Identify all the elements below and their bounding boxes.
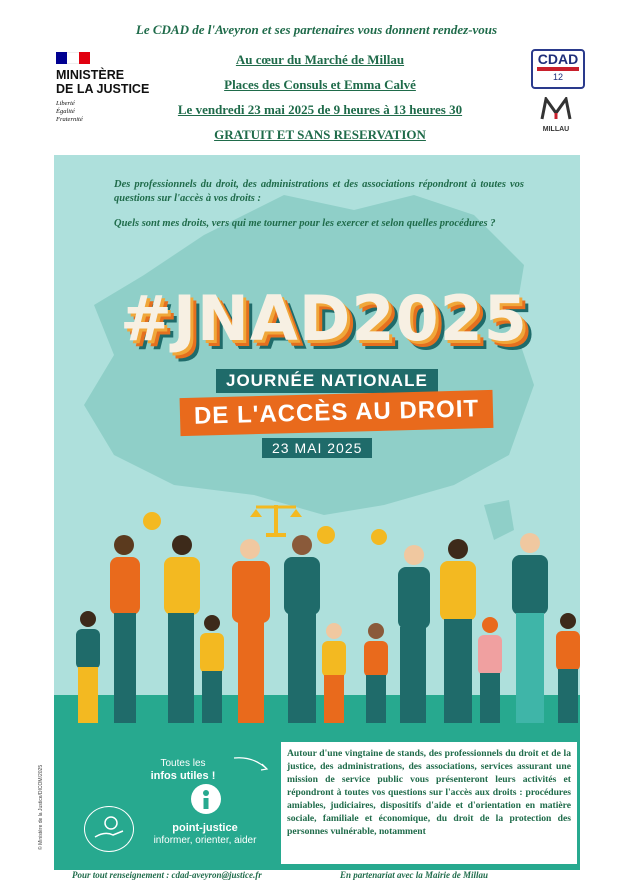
event-datetime: Le vendredi 23 mai 2025 de 9 heures à 13 heures 30 xyxy=(177,102,463,117)
speech-bubble-icon xyxy=(371,529,387,545)
event-place: Places des Consuls et Emma Calvé xyxy=(224,77,416,92)
banner-acces-au-droit: DE L'ACCÈS AU DROIT xyxy=(180,390,494,436)
speech-bubble-icon xyxy=(317,526,335,544)
french-flag-icon xyxy=(56,52,90,64)
millau-logo-name: MILLAU xyxy=(542,126,570,133)
point-justice-tagline: informer, orienter, aider xyxy=(153,835,257,846)
motto-fraternite: Fraternité xyxy=(56,116,83,123)
intro-line: Le CDAD de l'Aveyron et ses partenaires vous donnent rendez-vous xyxy=(135,22,498,37)
banner-date: 23 MAI 2025 xyxy=(262,438,372,458)
intro-paragraph-1: Des professionnels du droit, des administrations et des associations répondront à toutes vos questions sur l'accès à vos droits : xyxy=(114,179,524,204)
cdad-logo-title: CDAD xyxy=(537,51,579,67)
partner-line: En partenariat avec la Mairie de Millau xyxy=(340,870,489,880)
millau-monogram-icon xyxy=(538,97,574,121)
poster xyxy=(54,155,580,730)
infos-utiles xyxy=(118,757,248,783)
millau-logo xyxy=(538,97,574,133)
hand-helping-icon xyxy=(84,806,134,852)
cdad-logo xyxy=(531,49,585,89)
ministry-name-line1: MINISTÈRE xyxy=(56,68,125,82)
infos-line2: infos utiles ! xyxy=(150,770,216,782)
arrow-icon xyxy=(232,754,272,774)
description-box: Autour d'une vingtaine de stands, des professionnels du droit et de la justice, des administrations, des associations, services assurant une mission de service public vous présenteront leurs activités et répondront à toutes vos questions sur l'accès aux droits : procédures amiables, judiciaires, dispositifs d'aide et d'orientation en matière sociale, familiale et économique, du droit de la protection des personnes vulnérable, notamment xyxy=(281,742,577,864)
people-illustration xyxy=(54,485,580,730)
info-icon xyxy=(191,784,221,814)
ministry-name-line2: DE LA JUSTICE xyxy=(56,82,150,96)
hashtag-title: #JNAD2025 xyxy=(120,282,528,355)
intro-paragraph-2: Quels sont mes droits, vers qui me tourner pour les exercer et selon quelles procédures ? xyxy=(114,218,496,229)
child-figures xyxy=(76,611,580,723)
cdad-logo-number: 12 xyxy=(552,72,563,82)
event-location: Au cœur du Marché de Millau xyxy=(235,52,405,67)
point-justice-text xyxy=(140,822,270,847)
motto-liberte: Liberté xyxy=(56,100,75,107)
scales-icon xyxy=(250,505,302,537)
infos-line1: Toutes les xyxy=(160,758,206,769)
point-justice-logo xyxy=(191,784,221,814)
copyright-note: © Ministère de la Justice/DICOM/2025 xyxy=(38,764,44,850)
contact-line: Pour tout renseignement : cdad-aveyron@justice.fr xyxy=(72,870,262,880)
point-justice-name: point-justice xyxy=(172,822,238,834)
banner-journee-nationale: JOURNÉE NATIONALE xyxy=(216,369,438,393)
event-free: GRATUIT ET SANS RESERVATION xyxy=(214,127,426,142)
motto-egalite: Égalité xyxy=(56,108,75,115)
speech-bubble-icon xyxy=(143,512,161,530)
